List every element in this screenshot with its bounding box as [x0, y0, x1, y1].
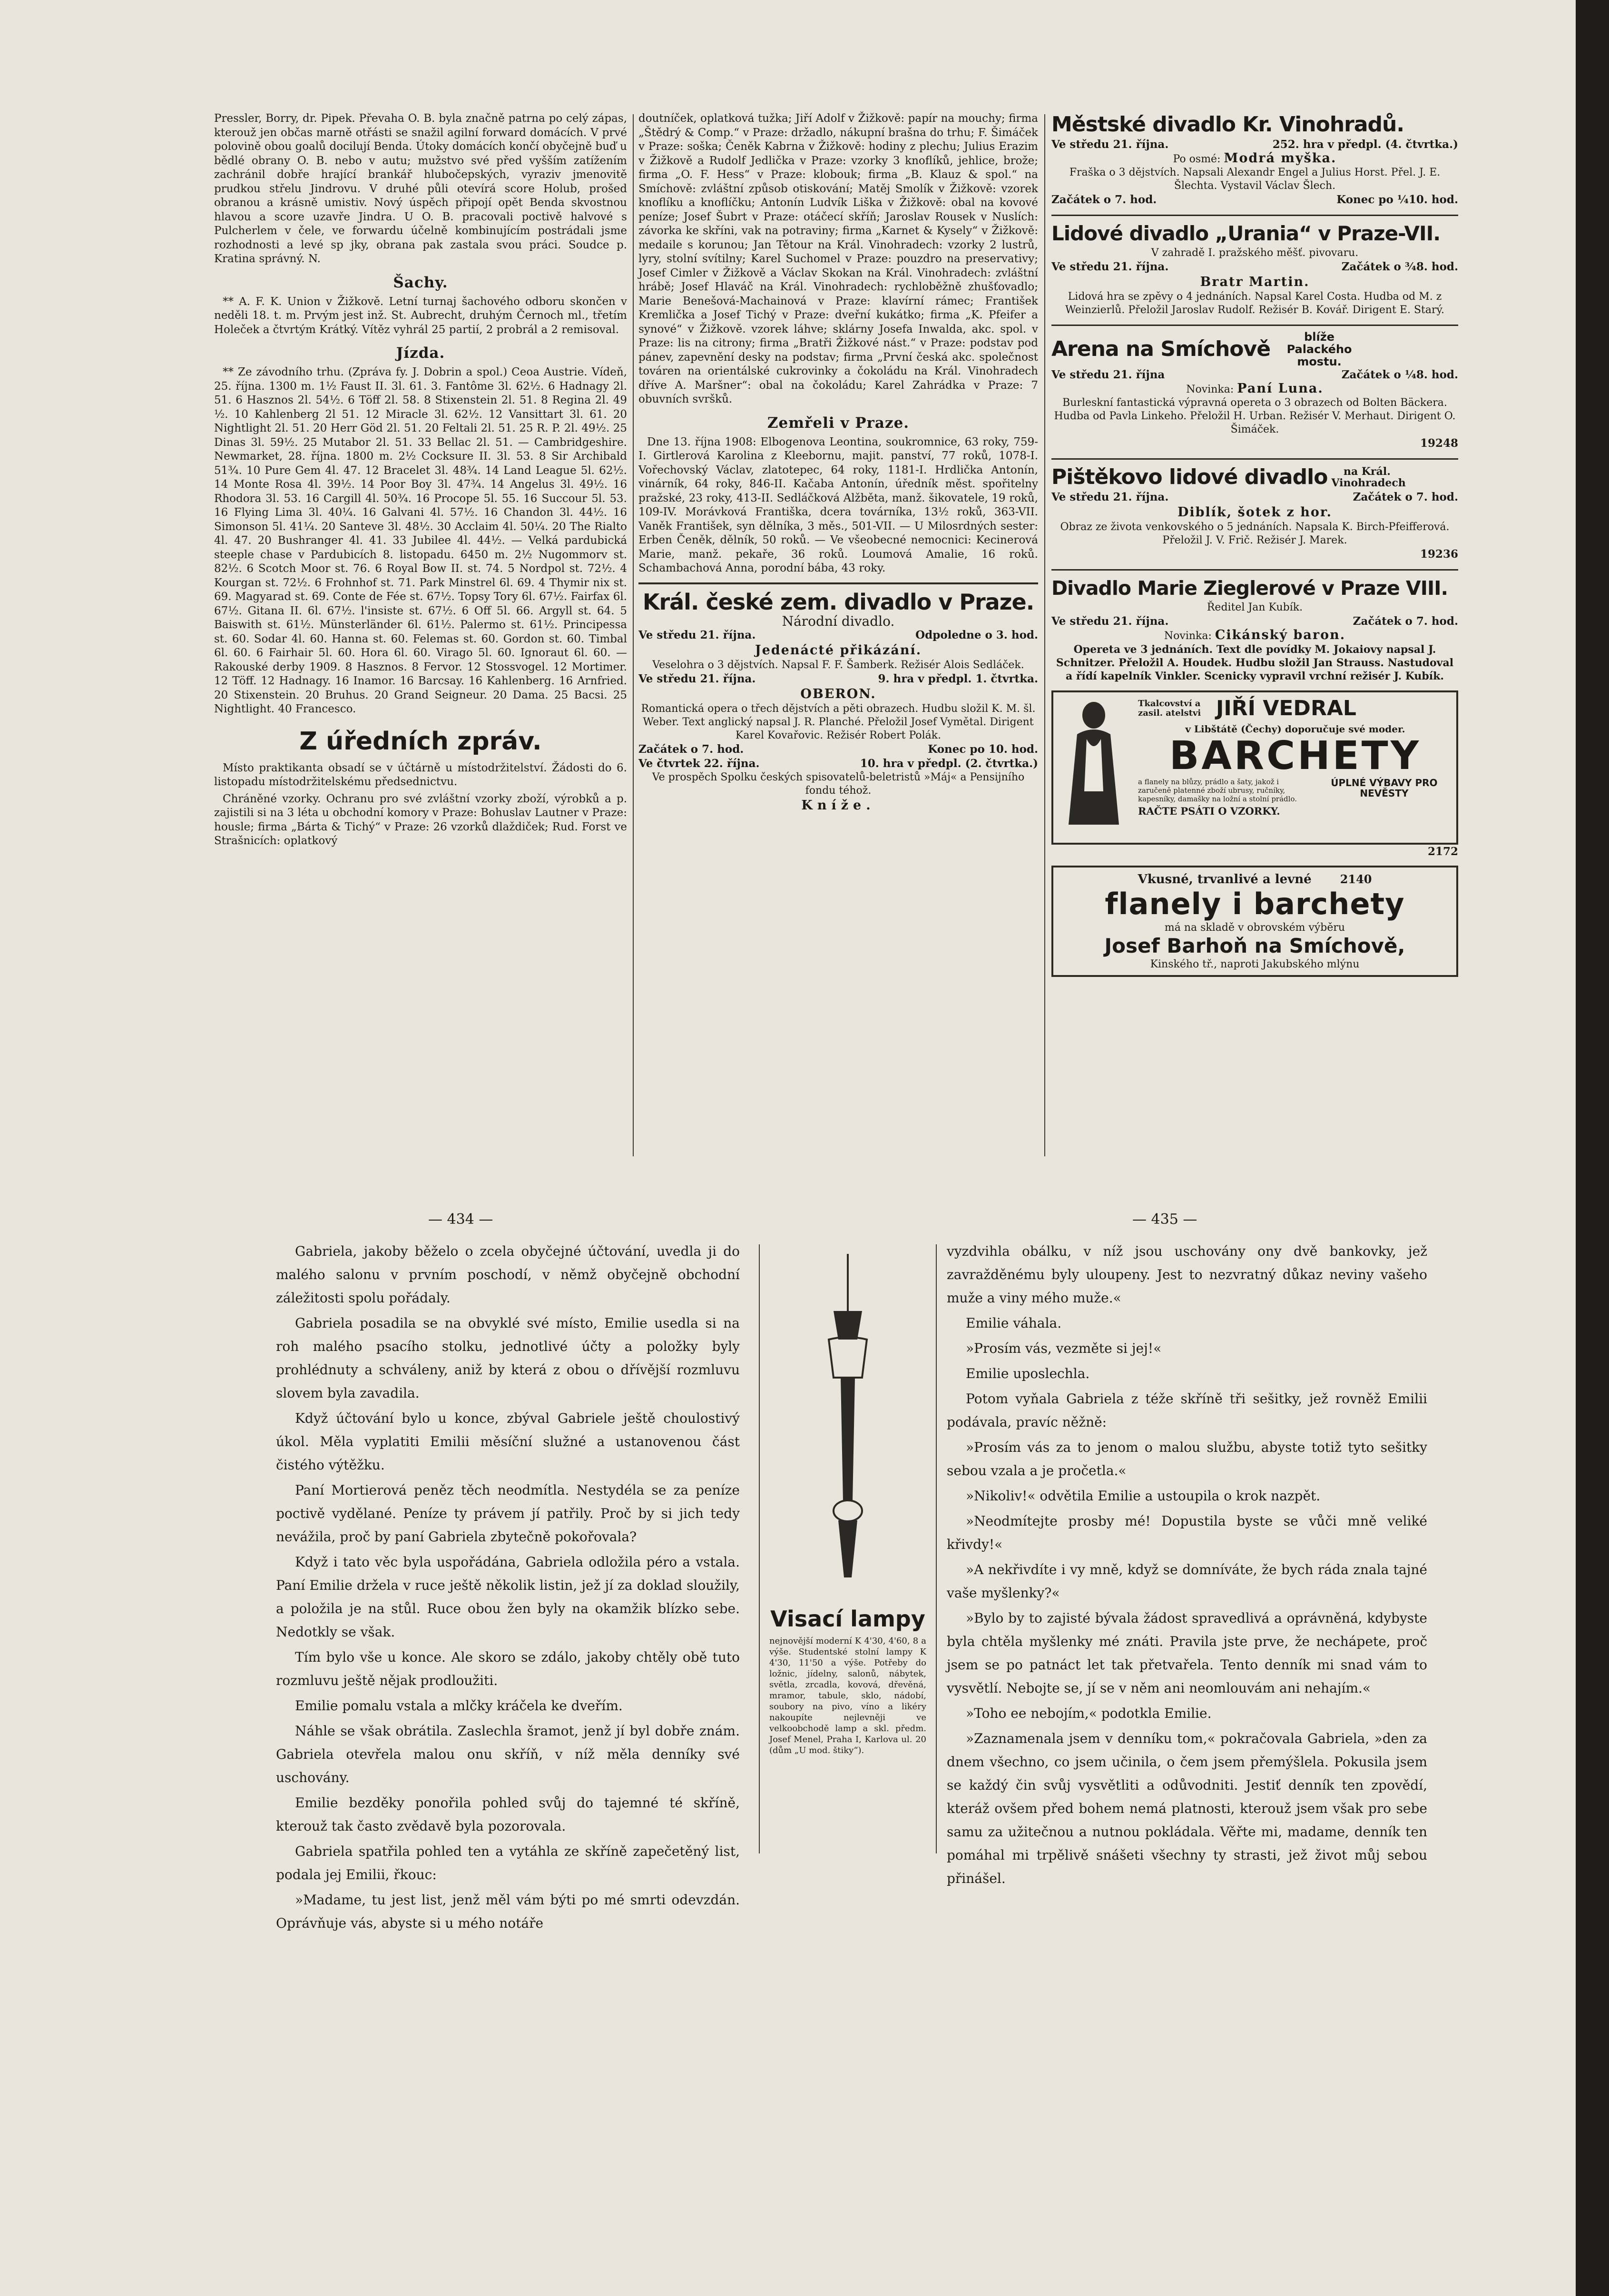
vinohrady-theatre-listing — [1051, 112, 1458, 207]
lamp-advertisement — [759, 1244, 937, 1853]
ad-headline: flanely i barchety — [1105, 887, 1405, 921]
ad-number: 2140 — [1340, 872, 1372, 886]
novel-page-right — [947, 1240, 1427, 1886]
novel-paragraph: vyzdvihla obálku, v níž jsou uschovány ony dvě bankovky, jež zavražděnému byly uloupeny. Jest to nezvratný důkaz neviny vašeho muže a viny mého muže.« — [947, 1243, 1427, 1306]
novel-paragraph: Gabriela posadila se na obvyklé své místo, Emilie usedla si na roh malého psacího stolku, jednotlivé účty a položky byly prohlédnuty a schváleny, aniž by která z obou o dřívější rozmluvu slovem byla zavadila. — [276, 1315, 740, 1401]
play-title: Diblík, šotek z hor. — [1177, 505, 1333, 520]
official-news-paragraph: Místo praktikanta obsadí se v účtárně u místodržitelství. Žádosti do 6. listopadu místodržitelskému předsednictvu. — [214, 761, 627, 788]
theatre-director: Ředitel Jan Kubík. — [1207, 601, 1303, 613]
chess-report: ** A. F. K. Union v Žižkově. Letní turnaj šachového odboru skončen v neděli 18. t. m. Prvým jest inž. St. Aubrecht, druhým Černoch ml., třetím Holeček a čtvrtým Krátký. Vítěz vyhrál 25 partií, 2 probrál a 2 remisoval. — [214, 295, 627, 336]
novel-paragraph: Tím bylo vše u konce. Ale skoro se zdálo, jakoby chtěly obě tuto rozmluvu ještě nějak prodloužiti. — [276, 1649, 740, 1688]
novel-paragraph: Potom vyňala Gabriela z téže skříně tři sešitky, jež rovněž Emilii podávala, pravíc něžně: — [947, 1391, 1427, 1430]
play-credits: Obraz ze života venkovského o 5 jednáních. Napsala K. Birch-Pfeifferová. Přeložil J. V. Frič. Režisér J. Marek. — [1060, 521, 1450, 546]
woman-figure-illustration — [1058, 696, 1129, 829]
ad-text: a flanely na blůzy, prádlo a šaty, jakož i zaručeně platenné zboží ubrusy, ručníky, kapesníky, damašky na ložní a stolní prádlo. — [1138, 778, 1297, 803]
page-edge — [1576, 0, 1609, 2296]
ad-headline: Visací lampy — [770, 1606, 925, 1632]
play-credits: Ve prospěch Spolku českých spisovatelů-beletristů »Máj« a Pensijního fondu téhož. — [652, 771, 1025, 797]
schedule-row: Ve středu 21. října. Začátek o 7. hod. — [1051, 491, 1458, 503]
football-report: Pressler, Borry, dr. Pipek. Převaha O. B. byla značně patrna po celý zápas, kterouž jen občas marně otřásti se snažil agilní forward domácích. V prvé polovině obou goalů docilují Benda. Útoky domácích končí obyčejně buď u bědlé obrany O. B. nebo v autu; mužstvo své před vyšším zatížením zachránil dobře hrající brankář hlubočepských, vyraziv jmenovitě prudkou střelu Jindrovu. V druhé půli otevírá score Holub, prošed obranou a krásně umistiv. Nový úspěch připojí opět Benda skvostnou hlavou a score uzavře Jindra. U O. B. pracovali poctivě halvové s Pulcherlem v čele, ve forwardu účelně kombinujícím postrádali jsme rozhodnosti a levé sp jky, obrana pak zastala svou práci. Soudce p. Kratina správný. N. — [214, 112, 627, 265]
novel-paragraph: »Bylo by to zajisté bývala žádost spravedlivá a oprávněná, kdybyste byla chtěla myšlenky mé znáti. Pravila jste prve, že nechápete, proč jsem se po patnáct let tak přetvařela. Tento denník mi snad vám to vysvětlí. Nebojte se, jí se v něm ani neomlouvám ani nehajím.« — [947, 1610, 1427, 1696]
theatre-name-row — [1051, 464, 1458, 490]
schedule-row: Začátek o 7. hod. Konec po 10. hod. — [638, 742, 1038, 756]
lamp-ad-text — [769, 1606, 926, 1844]
play-title: Bratr Martin. — [1200, 275, 1310, 289]
novel-paragraph: Když i tato věc byla uspořádána, Gabriela odložila péro a vstala. Paní Emilie držela v ruce ještě několik listin, jež jí za doklad sloužily, a položila je na stůl. Ruce obou žen byly na okamžik blízko sebe. Nedotkly se však. — [276, 1554, 740, 1640]
play-title: OBERON. — [800, 686, 876, 701]
theatre-name-row — [1051, 331, 1458, 368]
novel-paragraph: »Nikoliv!« odvětila Emilie a ustoupila o krok nazpět. — [966, 1488, 1321, 1504]
section-heading-chess: Šachy. — [393, 274, 448, 291]
column-divider — [1044, 114, 1045, 1156]
ad-company-name: JIŘÍ VEDRAL — [1216, 696, 1356, 720]
column-1 — [214, 112, 627, 1154]
ad-number-row: 19248 — [1420, 437, 1458, 450]
ad-call-to-action: RAČTE PSÁTI O VZORKY. — [1138, 805, 1280, 817]
novel-paragraph: »Neodmítejte prosby mé! Dopustila byste se vůči mně veliké křivdy!« — [947, 1513, 1427, 1552]
theatre-note: blíže Palackého mostu. — [1286, 330, 1352, 368]
patterns-continued: doutníček, oplatková tužka; Jiří Adolf v Žižkově: papír na mouchy; firma „Štědrý & Comp.“ v Praze: držadlo, nákupní brašna do trhu; F. Šimáček v Praze: soška; Čeněk Kabrna v Žižkově: hodiny z plechu; Julius Erazim v Žižkově a Rudolf Jedlička v Praze: vzorky 3 knoflíků, jehlice, brože; firma „O. F. Hess“ v Praze: klobouk; firma „B. Klauz & spol.“ na Smíchově: zvláštní způsob otiskování; Matěj Smolík v Žižkově: vzorek knoflíku a knoflíčku; Antonín Ludvík Liška v Žižkově: obal na kovové peníze; Josef Šubrt v Praze: otáčecí skříň; Jaroslav Rousek v Nuslích: závorka ke skříni, vak na potraviny; firma „Karnet & Kysely“ v Žižkově: medaile s korunou; Jan Tětour na Král. Vinohradech: vzorky 2 lustrů, lyry, stolní svítilny; Karel Suchomel v Praze: pouzdro na preservativy; Josef Cimler v Žižkově a Václav Skokan na Král. Vinohradech: zvláštní hrábě; Josef Hlaváč na Král. Vinohradech: rychloběžně zhušťovadlo; Marie Benešová-Machainová v Praze: klavírní rámec; František Kremlička a Josef Tichý v Praze: dveřní kukátko; firma „K. Pfeifer a synové“ v Žižkově. vzorek láhve; sklárny Josefa Inwalda, akc. spol. v Praze: lis na citrony; firma „Bratři Žižkové nást.“ v Praze: podstav pod pánev, zapevnění desky na podstav; firma „První česká akc. společnost továren na orientálské cukrovinky a čokoládu na Král. Vinohradech dříve A. Maršner“: obal na čokoládu; Karel Zahrádka v Praze: 7 obuvních svršků. — [638, 112, 1038, 405]
protected-patterns-paragraph: Chráněné vzorky. Ochranu pro své zvláštní vzorky zboží, výrobků a p. zajistili si na 3 léta u obchodní komory v Praze: Bohuslav Lautner v Praze: housle; firma „Bárta & Tichý“ v Praze: 26 vzorků dlaždiček; Rud. Forst ve Strašnicích: oplatkový — [214, 792, 627, 847]
novel-paragraph: Když účtování bylo u konce, zbýval Gabriele ještě choulostivý úkol. Měla vyplatiti Emilii měsíční služné a ustanovenou část čistého výtěžku. — [276, 1410, 740, 1473]
pistek-theatre-listing — [1051, 458, 1458, 562]
theatre-name: Městské divadlo Kr. Vinohradů. — [1051, 112, 1404, 137]
play-title-line: Po osmé: Modrá myška. — [1173, 151, 1337, 166]
ad-text: nejnovější moderní K 4'30, 4'60, 8 a výše. Studentské stolní lampy K 4'30, 11'50 a výše. Potřeby do ložnic, jídelny, salonů, nábytek, světla, zrcadla, kovová, dřevěná, mramor, tabule, sklo, nádobí, soubory na pivo, víno a likéry nakoupíte nejlevněji ve velkoobchodě lamp a skl. předm. Josef Menel, Praha I, Karlova ul. 20 (dům „U mod. štiky“). — [769, 1636, 926, 1755]
ad-address: Kinského tř., naproti Jakubského mlýnu — [1150, 958, 1360, 970]
ad-number-row: 2172 — [1427, 845, 1458, 858]
schedule-row: Ve čtvrtek 22. října. 10. hra v předpl. (2. čtvrtka.) — [638, 757, 1038, 770]
novel-paragraph: Gabriela, jakoby běželo o zcela obyčejné účtování, uvedla ji do malého salonu v prvním poschodí, v němž obyčejně obchodní záležitosti spolu pořádaly. — [276, 1243, 740, 1306]
section-heading-official-news: Z úředních zpráv. — [299, 727, 542, 756]
ad-number-row: 19236 — [1420, 548, 1458, 561]
ad-company-name: Josef Barhoň na Smíchově, — [1104, 934, 1405, 957]
novel-paragraph: »Zaznamenala jsem v denníku tom,« pokračovala Gabriela, »den za dnem všechno, co jsem učinila, o čem jsem přemýšlela. Pokusila jsem se každý čin svůj vysvětliti a odůvodniti. Jestiť denník ten zpovědí, kteráž ovšem před bohem nemá platnosti, kterouž jsem však pro sebe samu za užitečnou a nutnou pokládala. Věřte mi, madame, denník ten pomáhal mi trpělivě snášeti všechny ty strasti, jež život můj sebou přinášel. — [947, 1731, 1427, 1886]
play-title-line: Novinka: Cikánský baron. — [1164, 628, 1346, 642]
ad-text: má na skladě v obrovském výběru — [1164, 922, 1345, 934]
theatre-note: na Král. Vinohradech — [1331, 465, 1406, 489]
vedral-ad-body — [1138, 696, 1452, 817]
schedule-row: Ve středu 21. října. Začátek o 7. hod. — [1051, 615, 1458, 628]
page-number-left: — 434 — — [428, 1211, 493, 1228]
novel-paragraph: »Prosím vás za to jenom o malou službu, abyste totiž tyto sešitky sebou vzala a je pročetla.« — [947, 1439, 1427, 1478]
novel-paragraph: Emilie pomalu vstala a mlčky kráčela ke dveřím. — [295, 1698, 623, 1714]
column-divider — [633, 114, 634, 1156]
urania-theatre-listing — [1051, 215, 1458, 317]
novel-paragraph: »Madame, tu jest list, jenž měl vám býti po mé smrti odevzdán. Oprávňuje vás, abyste si u mého notáře — [276, 1892, 740, 1931]
national-theatre-listing — [638, 582, 1038, 814]
theatre-location: V zahradě I. pražského měšť. pivovaru. — [1151, 247, 1359, 259]
play-credits: Lidová hra se zpěvy o 4 jednáních. Napsal Karel Costa. Hudba od M. z Weinzierlů. Přeložil Jaroslav Rudolf. Režisér B. Kovář. Dirigent E. Starý. — [1065, 291, 1444, 316]
schedule-row: Ve středu 21. října. Začátek o ¾8. hod. — [1051, 260, 1458, 273]
ad-intro: Vkusné, trvanlivé a levné — [1138, 872, 1312, 887]
novel-paragraph: »A nekřivdíte i vy mně, když se domníváte, že bych ráda znala tajné vaše myšlenky?« — [947, 1562, 1427, 1601]
deaths-list: Dne 13. října 1908: Elbogenova Leontina, soukromnice, 63 roky, 759-I. Girtlerová Karolina z Kleebornu, majit. panství, 77 roků, 1078-I. Vořechovský Václav, zlatotepec, 64 roky, 1181-I. Hrdlička Antonín, vinárník, 64 roky, 846-II. Kačaba Antonín, úředník měst. spořitelny pražské, 23 roky, 413-II. Sedláčková Alžběta, manž. šikovatele, 19 roků, 109-IV. Morávková Františka, dcera továrníka, 13½ roků, 363-VII. Vaněk František, syn dělníka, 3 měs., 501-VII. — U Milosrdných sester: Erben Čeněk, dělník, 50 roků. — Ve všeobecné nemocnici: Kecinerová Marie, manž. pekaře, 36 roků. Loumová Amalie, 16 roků. Schambachová Anna, porodní bába, 43 roky. — [638, 435, 1038, 574]
ad-side-text: ÚPLNÉ VÝBAVY PRO NEVĚSTY — [1331, 777, 1438, 799]
page-number-right: — 435 — — [1132, 1211, 1197, 1228]
novel-paragraph: Emilie bezděky ponořila pohled svůj do tajemné té skříně, kterouž tak často zvědavě byla pozorovala. — [276, 1795, 740, 1834]
schedule-row: Začátek o 7. hod. Konec po ¼10. hod. — [1051, 193, 1458, 206]
schedule-row: Ve středu 21. října. Odpoledne o 3. hod. — [638, 628, 1038, 641]
theatre-name: Lidové divadlo „Urania“ v Praze-VII. — [1051, 222, 1441, 245]
play-credits: Opereta ve 3 jednáních. Text dle povídky M. Jokaiovy napsal J. Schnitzer. Přeložil A. Houdek. Hudbu složil Jan Strauss. Nastudoval a řídí kapelník Vinkler. Scenicky vypravil vrchní režisér J. Kubík. — [1056, 643, 1454, 682]
ziegler-theatre-listing — [1051, 569, 1458, 683]
ad-intro: Tkalcovství a zasil. atelstvi — [1138, 698, 1201, 718]
hanging-lamp-illustration — [819, 1254, 876, 1587]
theatre-name: Pištěkovo lidové divadlo — [1051, 465, 1328, 489]
section-heading-deaths: Zemřeli v Praze. — [767, 414, 910, 432]
novel-paragraph: Gabriela spatřila pohled ten a vytáhla ze skříně zapečetěný list, podala jej Emilii, řkouc: — [276, 1843, 740, 1882]
schedule-row: Ve středu 21. října. 252. hra v předpl. (4. čtvrtka.) — [1051, 138, 1458, 151]
smichov-arena-listing — [1051, 325, 1458, 451]
vedral-advertisement — [1051, 690, 1458, 845]
play-credits: Veselohra o 3 dějstvích. Napsal F. F. Šamberk. Režisér Alois Sedláček. — [652, 659, 1024, 671]
barhon-advertisement — [1051, 866, 1458, 977]
novel-paragraph: Emilie uposlechla. — [966, 1366, 1090, 1381]
theatre-name: Král. české zem. divadlo v Praze. — [642, 589, 1034, 615]
play-credits: Burleskní fantastická výpravná opereta o 3 obrazech od Bolten Bäckera. Hudba od Pavla Linkeho. Přeložil H. Urban. Režisér V. Merhaut. Dirigent O. Šimáček. — [1054, 397, 1456, 435]
column-3 — [1051, 112, 1458, 1154]
novel-paragraph: Náhle se však obrátila. Zaslechla šramot, jenž jí byl dobře znám. Gabriela otevřela malou onu skříň, v níž měla denníky své uschovány. — [276, 1723, 740, 1785]
section-heading-riding: Jízda. — [396, 345, 445, 362]
play-title: Kníže. — [801, 798, 875, 813]
play-credits: Romantická opera o třech dějstvích a pěti obrazech. Hudbu složil K. M. šl. Weber. Text anglický napsal J. R. Planché. Přeložil Josef Vymětal. Dirigent Karel Kovařovic. Režisér Robert Polák. — [641, 702, 1036, 741]
novel-page-left — [276, 1240, 740, 1931]
novel-paragraph: »Prosím vás, vezměte si jej!« — [966, 1340, 1162, 1356]
theatre-name: Arena na Smíchově — [1051, 337, 1271, 361]
novel-paragraph: Emilie váhala. — [966, 1315, 1062, 1331]
ad-text: v Libštátě (Čechy) doporučuje své moder. — [1185, 723, 1405, 735]
theatre-name: Divadlo Marie Zieglerové v Praze VIII. — [1051, 577, 1448, 600]
novel-paragraph: Paní Mortierová peněz těch neodmítla. Nestydéla se za peníze poctivě vydělané. Peníze ty právem jí patřily. Proč by si jich tedy nevážila, proč by paní Gabriela zbytečně pokořovala? — [276, 1482, 740, 1545]
column-2 — [638, 112, 1038, 1154]
schedule-row: Ve středu 21. října Začátek o ¼8. hod. — [1051, 368, 1458, 381]
play-title-line: Novinka: Paní Luna. — [1186, 381, 1324, 396]
ad-headline: BARCHETY — [1169, 733, 1422, 778]
play-credits: Fraška o 3 dějstvích. Napsali Alexandr Engel a Julius Horst. Přel. J. E. Šlechta. Vystavil Václav Šlech. — [1069, 167, 1441, 192]
racing-report: ** Ze závodního trhu. (Zpráva fy. J. Dobrin a spol.) Ceoa Austrie. Vídeň, 25. října. 1300 m. 1½ Faust II. 3l. 61. 3. Fantôme 3l. 62½. 6 Hadnagy 2l. 51. 6 Hasznos 2l. 54½. 6 Töff 2l. 58. 8 Stixenstein 2l. 51. 8 Regina 2l. 49 ½. 10 Kahlenberg 2l 51. 12 Miracle 3l. 62½. 12 Vansittart 3l. 61. 20 Nightlight 2l. 51. 20 Herr Göd 2l. 51. 20 Feltali 2l. 51. 25 R. P. 2l. 49½. 25 Dinas 3l. 59½. 25 Mutabor 2l. 51. 33 Bellac 2l. 51. — Cambridgeshire. Newmarket, 28. října. 1800 m. 2½ Cocksure II. 3l. 53. 8 Sir Archibald 51¾. 10 Pure Gem 4l. 47. 12 Bracelet 3l. 48¾. 14 Land League 5l. 62½. 14 Monte Rosa 4l. 39½. 14 Poor Boy 3l. 47¾. 14 Angelus 3l. 49½. 16 Rhodora 3l. 53. 16 Cargill 4l. 50¾. 16 Procope 5l. 55. 16 Succour 5l. 53. 16 Flying Lima 3l. 40¼. 16 Galvani 4l. 57½. 16 Chandon 3l. 44½. 16 Simonson 5l. 41¼. 20 Santeve 3l. 48½. 30 Acclaim 4l. 50¼. 20 The Rialto 4l. 47. 20 Bushranger 4l. 41. 33 Jubilee 4l. 44½. — Velká pardubická steeple chase v Pardubicích 8. listopadu. 6450 m. 2½ Nugommorv st. 82½. 6 Scotch Moor st. 76. 6 Royal Bow II. st. 74. 5 Nordpol st. 72½. 4 Kourgan st. 72½. 6 Frohnhof st. 71. Park Minstrel 6l. 69. 4 Thymir nix st. 69. Magyarad st. 69. Conte de Fée st. 67½. Topsy Tory 6l. 67½. Fairfax 6l. 67½. Gitana II. 6l. 67½. l'insiste st. 67½. 6 Off 5l. 66. Argyll st. 64. 5 Baiswith st. 61½. Münsterländer 6l. 61½. Palermo st. 61½. Principessa st. 60. Sodar 4l. 60. Hanna st. 60. Felemas st. 60. Gordon st. 60. Timbal 6l. 60. 6 Fairhair 5l. 60. Hora 6l. 60. Virago 5l. 60. Ignoraut 6l. 60. — Rakouské derby 1909. 8 Hasznos. 8 Fervor. 12 Stossvogel. 12 Mortimer. 12 Töff. 12 Hadnagy. 16 Inamor. 16 Barcsay. 16 Kahlenberg. 16 Arnfried. 20 Stixenstein. 20 Bruhus. 20 Grand Seigneur. 20 Dama. 25 Bacsi. 25 Nightlight. 40 Francesco. — [214, 366, 627, 715]
theatre-subtitle: Národní divadlo. — [782, 613, 895, 629]
schedule-row: Ve středu 21. října. 9. hra v předpl. 1. čtvrtka. — [638, 672, 1038, 685]
play-title: Jedenácté přikázání. — [755, 642, 922, 658]
novel-paragraph: »Toho ee nebojím,« podotkla Emilie. — [966, 1705, 1212, 1721]
